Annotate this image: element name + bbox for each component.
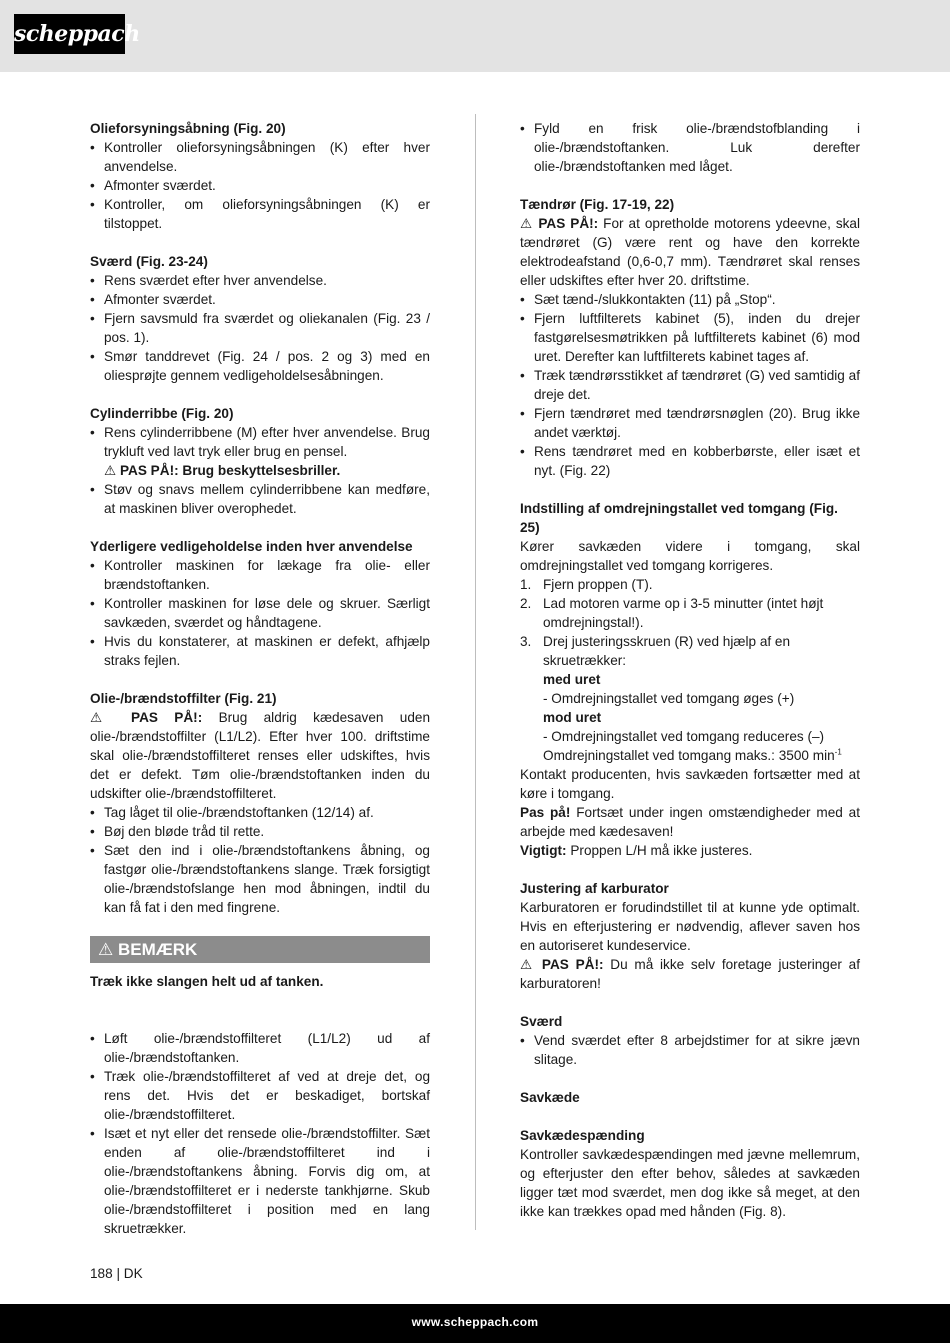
footer-bar bbox=[0, 1304, 950, 1343]
list-item: • Kontroller olieforsyningsåbningen (K) efter hver anvendelse. bbox=[90, 138, 430, 176]
section-heading: Sværd (Fig. 23-24) bbox=[90, 254, 208, 269]
section-heading: Indstilling af omdrejningstallet ved tomgang (Fig. 25) bbox=[520, 501, 838, 535]
step-number: 3. bbox=[520, 634, 532, 649]
section-saw-chain bbox=[520, 1088, 860, 1107]
bullet-list bbox=[520, 1031, 860, 1069]
notice-text: Træk ikke slangen helt ud af tanken. bbox=[90, 974, 324, 989]
section-carburetor bbox=[520, 879, 860, 993]
unit-exponent: -1 bbox=[834, 747, 842, 757]
list-item: • Hvis du konstaterer, at maskinen er defekt, afhjælp straks fejlen. bbox=[90, 632, 430, 670]
clockwise-text: - Omdrejningstallet ved tomgang øges (+) bbox=[543, 691, 795, 706]
brand-logo: scheppach bbox=[14, 14, 125, 54]
max-idle-text bbox=[520, 746, 860, 765]
list-item: • Sæt den ind i olie-/brændstoftankens åbning, og fastgør olie-/brændstoftankens slange. Træk forsigtigt olie-/brændstofslange hen mod åbningen, indtil du kan få fat i den med fingrene. bbox=[90, 841, 430, 917]
paragraph: Kontakt producenten, hvis savkæden fortsætter med at køre i tomgang. bbox=[520, 767, 860, 801]
footer-url[interactable]: www.scheppach.com bbox=[411, 1315, 539, 1329]
list-item: • Tag låget til olie-/brændstoftanken (12/14) af. bbox=[90, 803, 430, 822]
section-spark-plug bbox=[520, 195, 860, 480]
caution-label: Pas på! bbox=[520, 805, 571, 820]
warning-text: ⚠ PAS PÅ!: Brug beskyttelsesbriller. bbox=[104, 463, 341, 478]
bullet-list bbox=[90, 1029, 430, 1238]
column-divider bbox=[475, 114, 476, 1230]
caution-paragraph bbox=[520, 803, 860, 841]
section-heading: Sværd bbox=[520, 1014, 563, 1029]
step-number: 1. bbox=[520, 577, 532, 592]
list-item: • Fjern tændrøret med tændrørsnøglen (20). Brug ikke andet værktøj. bbox=[520, 404, 860, 442]
list-item: • Fjern savsmuld fra sværdet og oliekanalen (Fig. 23 / pos. 1). bbox=[90, 309, 430, 347]
section-additional-maintenance bbox=[90, 537, 430, 670]
list-item-text: Rens cylinderribbene (M) efter hver anvendelse. Brug trykluft ved lavt tryk eller brug en pensel. bbox=[104, 425, 430, 459]
warning-paragraph bbox=[90, 708, 430, 803]
list-item bbox=[520, 594, 860, 632]
paragraph: Karburatoren er forudindstillet til at kunne yde optimalt. Hvis en efterjustering er nødvendig, aflever saven hos en autoriseret kundeservice. bbox=[520, 900, 860, 953]
section-heading: Olie-/brændstoffilter (Fig. 21) bbox=[90, 691, 277, 706]
section-heading: Olieforsyningsåbning (Fig. 20) bbox=[90, 121, 286, 136]
important-text: Proppen L/H må ikke justeres. bbox=[570, 843, 753, 858]
numbered-list bbox=[520, 575, 860, 670]
section-heading: Justering af karburator bbox=[520, 881, 669, 896]
page-number: 188 | DK bbox=[90, 1266, 143, 1281]
section-heading: Savkædespænding bbox=[520, 1128, 645, 1143]
list-item: • Fjern luftfilterets kabinet (5), inden du drejer fastgørelsesmøtrikken på luftfilterets kabinet (6) mod uret. Derefter kan luftfilterets kabinet tages af. bbox=[520, 309, 860, 366]
list-item bbox=[520, 632, 860, 670]
section-heading: Cylinderribbe (Fig. 20) bbox=[90, 406, 234, 421]
section-bar bbox=[90, 252, 430, 385]
section-oil-supply bbox=[90, 119, 430, 233]
list-item: • Afmonter sværdet. bbox=[90, 290, 430, 309]
list-item: • Rens tændrøret med en kobberbørste, eller isæt et nyt. (Fig. 22) bbox=[520, 442, 860, 480]
warning-paragraph bbox=[520, 214, 860, 290]
warning-text: For at opretholde motorens ydeevne, skal tændrøret (G) være rent og have den korrekte elektrodeafstand (0,6-0,7 mm). Tændrøret skal renses eller udskiftes efter hver 20. driftstime. bbox=[520, 216, 860, 288]
list-item: • Isæt et nyt eller det rensede olie-/brændstoffilter. Sæt enden af olie-/brændstoffilteret ind i olie-/brændstoftankens åbning. Forvis dig om, at olie-/brændstoffilteret er i nederste tankhjørne. Skub olie-/brændstoffilteret i position med en lang skruetrækker. bbox=[90, 1124, 430, 1238]
list-item bbox=[520, 575, 860, 594]
list-item: • Smør tanddrevet (Fig. 24 / pos. 2 og 3) med en oliesprøjte gennem vedligeholdelsesåbningen. bbox=[90, 347, 430, 385]
bullet-list bbox=[90, 556, 430, 670]
list-item: • Kontroller maskinen for løse dele og skruer. Særligt savkæden, sværdet og håndtagene. bbox=[90, 594, 430, 632]
warning-label: ⚠ PAS PÅ!: bbox=[90, 710, 203, 725]
important-paragraph bbox=[520, 841, 860, 860]
bullet-list bbox=[520, 119, 860, 176]
section-heading: Tændrør (Fig. 17-19, 22) bbox=[520, 197, 675, 212]
paragraph: Kører savkæden videre i tomgang, skal omdrejningstallet ved tomgang korrigeres. bbox=[520, 539, 860, 573]
warning-text: Brug aldrig kædesaven uden olie-/brændstoffilter (L1/L2). Efter hver 100. driftstime skal olie-/brændstoffilteret renses eller udskiftes, hvis det er defekt. Tøm olie-/brændstoftanken inden du udskifter olie-/brændstoffilteret. bbox=[90, 710, 431, 801]
left-column bbox=[90, 119, 430, 1238]
counterclockwise-text: - Omdrejningstallet ved tomgang reduceres (–) bbox=[543, 729, 825, 744]
max-idle-value: Omdrejningstallet ved tomgang maks.: 3500 min bbox=[543, 748, 835, 763]
section-heading: Yderligere vedligeholdelse inden hver anvendelse bbox=[90, 539, 413, 554]
warning-text: Du må ikke selv foretage justeringer af karburatoren! bbox=[520, 957, 860, 991]
step-text: Fjern proppen (T). bbox=[543, 577, 653, 592]
list-item: • Vend sværdet efter 8 arbejdstimer for at sikre jævn slitage. bbox=[520, 1031, 860, 1069]
step-text: Drej justeringsskruen (R) ved hjælp af en skruetrækker: bbox=[543, 634, 791, 668]
warning-label: ⚠ PAS PÅ!: bbox=[520, 216, 599, 231]
section-refill bbox=[520, 119, 860, 176]
section-cylinder-fins bbox=[90, 404, 430, 518]
list-item: • Afmonter sværdet. bbox=[90, 176, 430, 195]
list-item bbox=[90, 423, 430, 480]
list-item: • Kontroller, om olieforsyningsåbningen (K) er tilstoppet. bbox=[90, 195, 430, 233]
counterclockwise-label: mod uret bbox=[543, 710, 602, 725]
step-number: 2. bbox=[520, 596, 532, 611]
bullet-list bbox=[90, 271, 430, 385]
section-oil-fuel-filter bbox=[90, 689, 430, 917]
warning-label: ⚠ PAS PÅ!: bbox=[520, 957, 604, 972]
section-idle-speed bbox=[520, 499, 860, 860]
list-item: • Kontroller maskinen for lækage fra olie- eller brændstoftanken. bbox=[90, 556, 430, 594]
header-bar bbox=[0, 0, 950, 72]
paragraph: Kontroller savkædespændingen med jævne mellemrum, og efterjuster den efter behov, således at savkæden ligger tæt mod sværdet, men dog ikke så meget, at den ikke kan trækkes opad med hånden (Fig. 8). bbox=[520, 1147, 860, 1219]
bullet-list bbox=[90, 138, 430, 233]
list-item: • Rens sværdet efter hver anvendelse. bbox=[90, 271, 430, 290]
list-item: • Løft olie-/brændstoffilteret (L1/L2) ud af olie-/brændstoftanken. bbox=[90, 1029, 430, 1067]
list-item: • Træk olie-/brændstoffilteret af ved at dreje det, og rens det. Hvis det er beskadiget, bortskaf olie-/brændstoffilteret. bbox=[90, 1067, 430, 1124]
step-text: Lad motoren varme op i 3-5 minutter (intet højt omdrejningstal!). bbox=[543, 596, 824, 630]
important-label: Vigtigt: bbox=[520, 843, 567, 858]
warning-paragraph bbox=[520, 955, 860, 993]
right-column bbox=[520, 119, 860, 1240]
caution-text: Fortsæt under ingen omstændigheder med at arbejde med kædesaven! bbox=[520, 805, 860, 839]
list-item: • Bøj den bløde tråd til rette. bbox=[90, 822, 430, 841]
bullet-list bbox=[90, 423, 430, 518]
notice-banner: ⚠ BEMÆRK bbox=[90, 936, 430, 963]
clockwise-label: med uret bbox=[543, 672, 601, 687]
list-item: • Støv og snavs mellem cylinderribbene kan medføre, at maskinen bliver overophedet. bbox=[90, 480, 430, 518]
section-sword bbox=[520, 1012, 860, 1069]
section-heading: Savkæde bbox=[520, 1090, 580, 1105]
bullet-list bbox=[90, 803, 430, 917]
list-item: • Fyld en frisk olie-/brændstofblanding i olie-/brændstoftanken. Luk derefter olie-/brændstoftanken med låget. bbox=[520, 119, 860, 176]
list-item: • Sæt tænd-/slukkontakten (11) på „Stop“. bbox=[520, 290, 860, 309]
bullet-list bbox=[520, 290, 860, 480]
section-chain-tension bbox=[520, 1126, 860, 1221]
list-item: • Træk tændrørsstikket af tændrøret (G) ved samtidig af dreje det. bbox=[520, 366, 860, 404]
